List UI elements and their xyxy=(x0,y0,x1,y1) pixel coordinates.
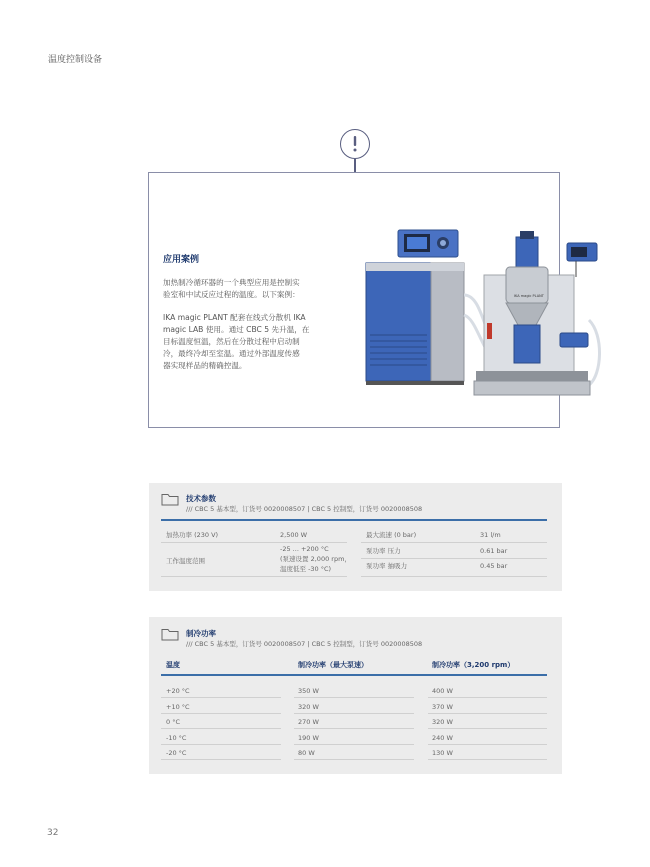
cooling-cell: -10 °C xyxy=(166,733,187,742)
row-divider xyxy=(361,576,547,577)
spec-value: 0.61 bar xyxy=(480,547,508,555)
intro-line: 验室和中试反应过程的温度。以下案例： xyxy=(163,290,300,299)
row-divider xyxy=(428,759,547,760)
spec-label: 最大流速 (0 bar) xyxy=(366,531,417,539)
cooling-cell: 370 W xyxy=(432,702,453,711)
row-divider xyxy=(294,759,414,760)
row-divider xyxy=(428,728,547,729)
row-divider xyxy=(294,697,414,698)
cooling-subtitle: /// CBC 5 基本型，订货号 0020008507 | CBC 5 控制型，订货号 0020008508 xyxy=(186,640,423,648)
cooling-cell: 240 W xyxy=(432,733,453,742)
exclamation-icon xyxy=(340,129,370,159)
cooling-cell: 80 W xyxy=(298,749,315,757)
row-divider xyxy=(161,697,281,698)
description-line: IKA magic PLANT 配套在线式分散机 IKA xyxy=(163,313,306,322)
page-header: 温度控制设备 xyxy=(48,55,103,65)
page-number: 32 xyxy=(47,828,59,838)
application-description xyxy=(163,312,341,372)
row-divider xyxy=(161,713,281,714)
description-line: 器实现样品的精确控温。 xyxy=(163,361,247,370)
product-image xyxy=(364,225,606,403)
row-divider xyxy=(361,558,547,559)
folder-icon xyxy=(161,628,179,641)
spec-label: 工作温度范围 xyxy=(166,557,205,565)
description-line: 冷，最终冷却至室温。通过外部温度传感 xyxy=(163,349,300,358)
tech-params-subtitle: /// CBC 5 基本型，订货号 0020008507 | CBC 5 控制型，订货号 0020008508 xyxy=(186,505,423,513)
cooling-cell: 130 W xyxy=(432,749,453,757)
row-divider xyxy=(161,759,281,760)
intro-line: 加热制冷循环器的一个典型应用是控制实 xyxy=(163,278,300,287)
cooling-cell: +10 °C xyxy=(166,702,190,711)
cooling-cell: 270 W xyxy=(298,718,319,726)
spec-value-line: (泵速设置 2,000 rpm， xyxy=(280,555,351,563)
svg-text:IKA magic PLANT: IKA magic PLANT xyxy=(514,294,544,298)
application-intro xyxy=(163,277,341,301)
cooling-cell: -20 °C xyxy=(166,749,187,757)
spec-value: 2,500 W xyxy=(280,531,308,539)
row-divider xyxy=(161,744,281,745)
row-divider xyxy=(294,713,414,714)
cooling-cell: 320 W xyxy=(432,718,453,726)
spec-label: 泵功率 抽吸力 xyxy=(366,562,408,570)
cooling-cell: 320 W xyxy=(298,702,319,711)
cooling-cell: 400 W xyxy=(432,687,453,695)
cooling-cell: 190 W xyxy=(298,733,319,742)
column-header-temperature: 温度 xyxy=(166,661,180,669)
description-line: magic LAB 使用。通过 CBC 5 先升温，在 xyxy=(163,325,310,334)
spec-value-line: -25 ... +200 °C xyxy=(280,545,329,553)
tech-params-title: 技术参数 xyxy=(186,494,216,503)
row-divider xyxy=(428,697,547,698)
column-header-cooling-max: 制冷功率（最大泵速） xyxy=(298,661,368,669)
spec-value-line: 温度低至 -30 °C) xyxy=(280,565,332,573)
spec-value: 0.45 bar xyxy=(480,562,508,570)
description-line: 目标温度恒温，然后在分散过程中启动制 xyxy=(163,337,300,346)
row-divider xyxy=(294,728,414,729)
row-divider xyxy=(428,713,547,714)
row-divider xyxy=(161,576,347,577)
spec-label: 泵功率 压力 xyxy=(366,547,401,555)
folder-icon xyxy=(161,493,179,506)
row-divider xyxy=(361,542,547,543)
row-divider xyxy=(294,744,414,745)
column-header-cooling-3200: 制冷功率（3,200 rpm） xyxy=(432,661,515,669)
spec-value: 31 l/m xyxy=(480,531,501,539)
cooling-cell: 350 W xyxy=(298,687,319,695)
cooling-cell: 0 °C xyxy=(166,718,180,726)
cooling-title: 制冷功率 xyxy=(186,629,216,638)
cooling-cell: +20 °C xyxy=(166,687,190,695)
row-divider xyxy=(428,744,547,745)
alert-connector xyxy=(354,159,356,173)
spec-label: 加热功率 (230 V) xyxy=(166,531,219,539)
cooling-rule xyxy=(161,674,547,676)
tech-params-rule xyxy=(161,519,547,521)
spec-value xyxy=(280,544,351,574)
row-divider xyxy=(161,542,347,543)
row-divider xyxy=(161,728,281,729)
application-title: 应用案例 xyxy=(163,255,200,265)
